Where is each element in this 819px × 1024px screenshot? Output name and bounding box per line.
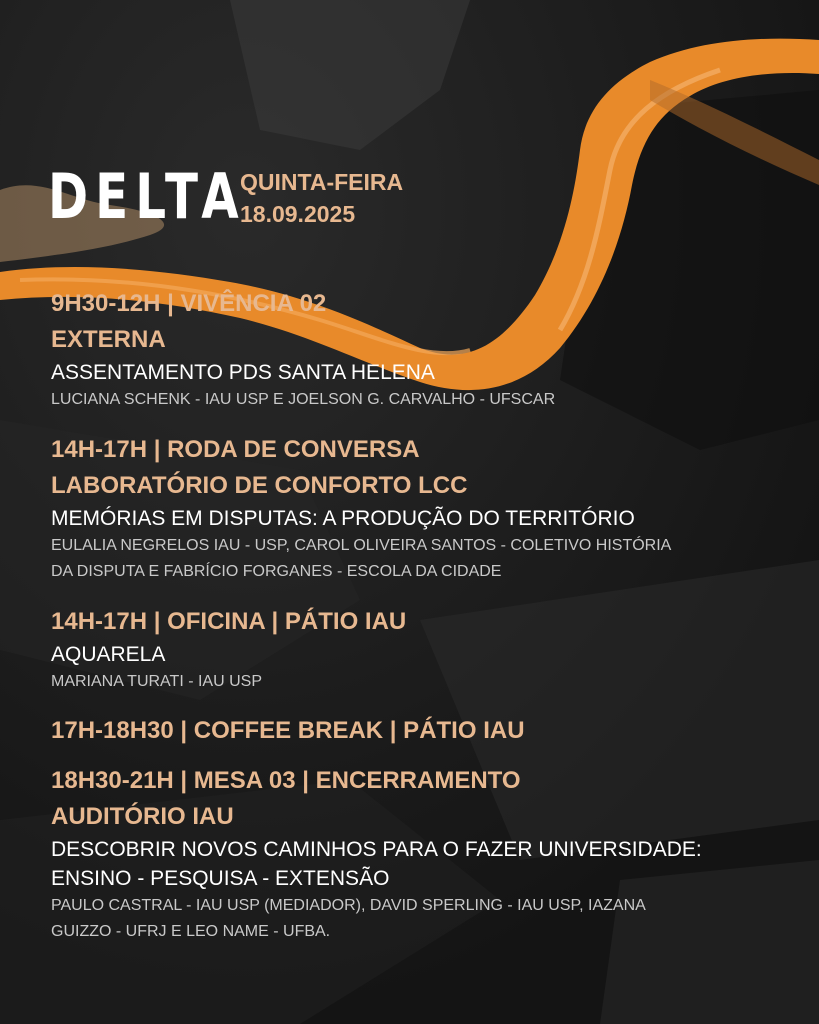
event-title: AQUARELA	[51, 643, 166, 666]
event-heading: LABORATÓRIO DE CONFORTO LCC	[51, 472, 468, 499]
event-roda-de-conversa	[51, 432, 791, 585]
event-vivencia	[51, 286, 791, 413]
event-people: DA DISPUTA E FABRÍCIO FORGANES - ESCOLA DA CIDADE	[51, 563, 502, 580]
event-heading: 18H30-21H | MESA 03 | ENCERRAMENTO	[51, 767, 521, 794]
event-oficina	[51, 604, 791, 695]
event-title: MEMÓRIAS EM DISPUTAS: A PRODUÇÃO DO TERRITÓRIO	[51, 507, 635, 530]
brand-logo: DELTA	[48, 160, 246, 233]
event-people: PAULO CASTRAL - IAU USP (MEDIADOR), DAVID SPERLING - IAU USP, IAZANA	[51, 897, 646, 914]
event-people: LUCIANA SCHENK - IAU USP E JOELSON G. CARVALHO - UFSCAR	[51, 391, 556, 408]
event-heading: 17H-18H30 | COFFEE BREAK | PÁTIO IAU	[51, 717, 525, 744]
event-heading: 14H-17H | OFICINA | PÁTIO IAU	[51, 608, 407, 635]
event-people: MARIANA TURATI - IAU USP	[51, 673, 262, 690]
event-heading: EXTERNA	[51, 326, 166, 353]
event-coffee-break	[51, 713, 791, 749]
event-heading: 9H30-12H | VIVÊNCIA 02	[51, 290, 327, 317]
event-date: 18.09.2025	[240, 201, 356, 227]
date-block	[240, 166, 403, 230]
event-mesa-03	[51, 763, 791, 945]
weekday: QUINTA-FEIRA	[240, 169, 404, 195]
event-title: DESCOBRIR NOVOS CAMINHOS PARA O FAZER UNIVERSIDADE:	[51, 838, 702, 861]
event-people: GUIZZO - UFRJ E LEO NAME - UFBA.	[51, 923, 331, 940]
event-title: ASSENTAMENTO PDS SANTA HELENA	[51, 361, 435, 384]
event-title: ENSINO - PESQUISA - EXTENSÃO	[51, 867, 390, 890]
event-heading: 14H-17H | RODA DE CONVERSA	[51, 436, 420, 463]
event-people: EULALIA NEGRELOS IAU - USP, CAROL OLIVEIRA SANTOS - COLETIVO HISTÓRIA	[51, 537, 672, 554]
event-heading: AUDITÓRIO IAU	[51, 803, 234, 830]
